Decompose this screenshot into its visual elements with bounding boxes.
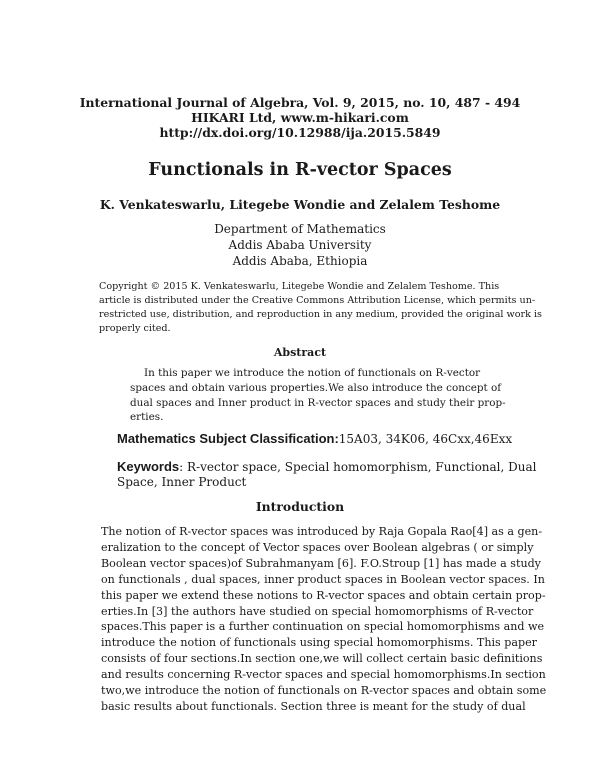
abstract-line: erties.: [130, 411, 164, 424]
keywords-label: Keywords: [117, 459, 180, 474]
publisher-line: HIKARI Ltd, www.m-hikari.com: [191, 110, 409, 125]
introduction-heading: Introduction: [255, 499, 345, 514]
abstract-line: spaces and obtain various properties.We also introduce the concept of: [130, 381, 502, 394]
body-line: Boolean vector spaces)of Subrahmanyam [6]. F.O.Stroup [1] has made a study: [101, 556, 541, 570]
body-line: on functionals , dual spaces, inner product spaces in Boolean vector spaces. In: [101, 572, 545, 586]
introduction-body: [101, 524, 547, 715]
keywords-line: [117, 459, 537, 475]
journal-citation: International Journal of Algebra, Vol. 9, 2015, no. 10, 487 - 494: [79, 95, 521, 110]
copyright-line: restricted use, distribution, and reproduction in any medium, provided the original work is: [99, 309, 542, 320]
abstract-body: [130, 366, 506, 425]
body-line: The notion of R-vector spaces was introduced by Raja Gopala Rao[4] as a gen-: [101, 525, 543, 538]
body-line: introduce the notion of functionals using special homomorphisms. This paper: [101, 636, 537, 650]
paper-title: Functionals in R-vector Spaces: [148, 160, 452, 180]
subject-classification: [117, 431, 512, 446]
body-line: spaces.This paper is a further continuation on special homomorphisms and we: [101, 620, 545, 634]
affiliation-university: Addis Ababa University: [228, 238, 372, 252]
abstract-line: dual spaces and Inner product in R-vector spaces and study their prop-: [130, 396, 506, 409]
body-line: eralization to the concept of Vector spaces over Boolean algebras ( or simply: [101, 540, 534, 554]
copyright-line: properly cited.: [99, 323, 171, 334]
body-line: basic results about functionals. Section three is meant for the study of dual: [101, 699, 526, 713]
msc-label: Mathematics Subject Classification:: [117, 431, 339, 446]
affiliation-block: [0, 221, 600, 269]
author-list: K. Venkateswarlu, Litegebe Wondie and Zelalem Teshome: [99, 197, 501, 212]
copyright-line: article is distributed under the Creative Commons Attribution License, which permits un-: [99, 295, 536, 306]
copyright-line: Copyright © 2015 K. Venkateswarlu, Litegebe Wondie and Zelalem Teshome. This: [99, 281, 500, 292]
body-line: and results concerning R-vector spaces and special homomorphisms.In section: [101, 668, 546, 682]
copyright-notice: [99, 280, 542, 336]
affiliation-department: Department of Mathematics: [214, 222, 386, 236]
msc-value: 15A03, 34K06, 46Cxx,46Exx: [338, 432, 513, 446]
abstract-line: In this paper we introduce the notion of functionals on R-vector: [144, 367, 481, 379]
doi-link[interactable]: http://dx.doi.org/10.12988/ija.2015.5849: [159, 125, 441, 140]
keywords-line-2: Space, Inner Product: [117, 475, 247, 489]
keywords-block: [117, 459, 537, 490]
abstract-heading: Abstract: [273, 346, 327, 359]
body-line: this paper we extend these notions to R-vector spaces and obtain certain prop-: [101, 588, 546, 602]
body-line: two,we introduce the notion of functionals on R-vector spaces and obtain some: [101, 684, 547, 698]
affiliation-location: Addis Ababa, Ethiopia: [232, 254, 368, 268]
body-line: erties.In [3] the authors have studied on special homomorphisms of R-vector: [101, 604, 534, 618]
keywords-text: : R-vector space, Special homomorphism, Functional, Dual: [179, 460, 537, 474]
journal-header: [0, 95, 600, 140]
body-line: consists of four sections.In section one,we will collect certain basic definitions: [101, 652, 543, 666]
